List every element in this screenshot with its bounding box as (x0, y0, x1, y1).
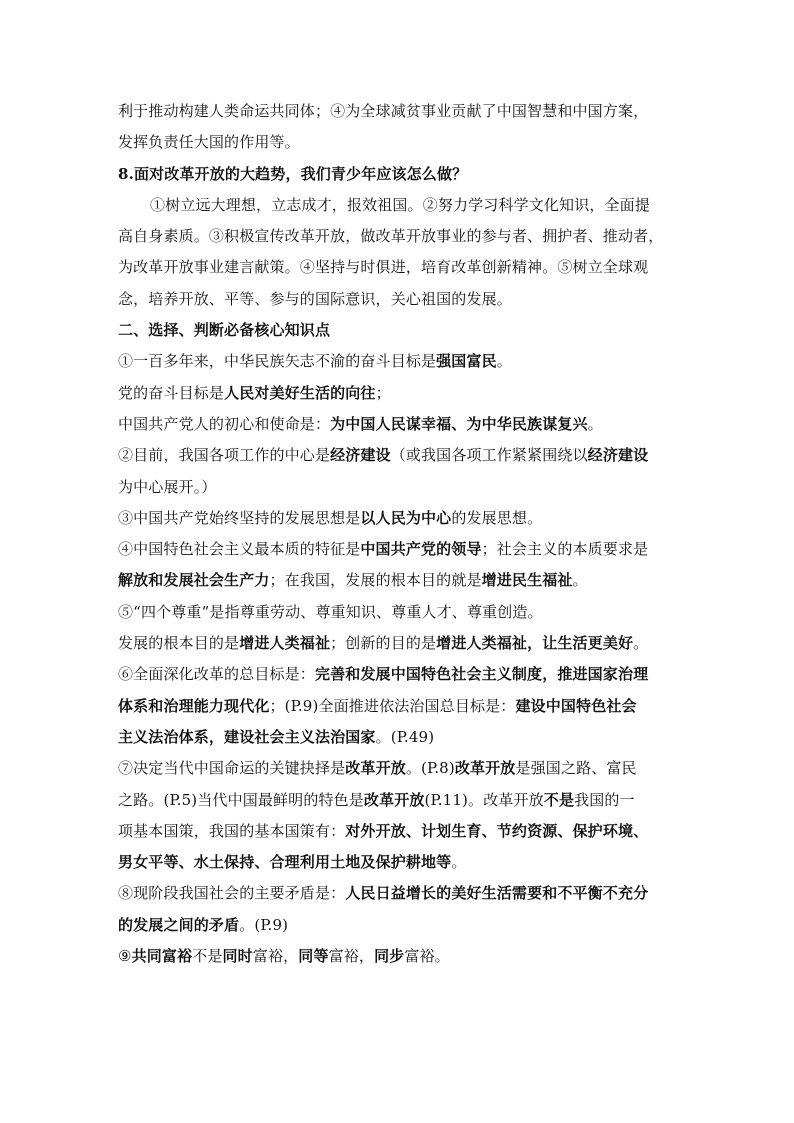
document-page (118, 96, 683, 972)
point-8-keyword: 人民日益增长的美好生活需要和不平衡不充分 (345, 884, 649, 903)
point-6-line-3 (118, 722, 683, 753)
point-7-text: 我国的一 (574, 790, 635, 809)
point-7-text: ⑦决定当代中国命运的关键抉择是 (118, 759, 346, 778)
point-4-text: ；社会主义的本质要求是 (481, 540, 649, 559)
point-6-line-1 (118, 659, 683, 690)
point-5-keyword: 增进人类福祉，让生活更美好 (436, 634, 634, 653)
point-5-line-2 (118, 628, 683, 659)
continued-text-line-1: 利于推动构建人类命运共同体；④为全球减贫事业贡献了中国智慧和中国方案， (118, 102, 649, 120)
answer-8-line-2: 高自身素质。③积极宣传改革开放，做改革开放事业的参与者、拥护者、推动者， (118, 227, 664, 246)
point-9-text: 富裕， (252, 947, 299, 966)
point-1-line-2 (118, 378, 683, 409)
punct: 。 (572, 571, 588, 590)
point-5-keyword: 增进人类福祉 (239, 634, 331, 653)
punct: 。 (633, 634, 649, 653)
point-9-keyword: 共同富裕 (131, 947, 193, 966)
point-9-text: 不是 (192, 947, 223, 966)
point-4-text: ④中国特色社会主义最本质的特征是 (118, 540, 361, 559)
point-3-line-1 (118, 503, 683, 534)
point-4-line-1 (118, 534, 683, 565)
point-7-text: 项基本国策，我国的基本国策有： (118, 821, 346, 840)
question-8-title: 8.面对改革开放的大趋势，我们青少年应该怎么做？ (118, 164, 468, 183)
point-9-text: 富裕。 (404, 947, 450, 966)
point-7-text: 之路。(P.5)当代中国最鲜明的特色是 (118, 790, 364, 809)
point-4-text: ；在我国，发展的根本目的就是 (269, 571, 482, 590)
point-7-line-3 (118, 816, 683, 847)
point-1-keyword: 为中国人民谋幸福、为中华民族谋复兴 (330, 414, 588, 433)
point-1-keyword: 强国富民 (436, 352, 497, 371)
point-4-keyword: 解放和发展社会生产力 (118, 571, 270, 590)
point-4-keyword: 中国共产党的领导 (360, 540, 482, 559)
point-9-text: 富裕， (328, 947, 375, 966)
point-9-text: ⑨ (118, 947, 132, 966)
point-7-keyword: 不是 (543, 790, 575, 809)
answer-8-line-4: 念，培养开放、平等、参与的国际意识，关心祖国的发展。 (118, 289, 512, 308)
punct: 。 (587, 414, 603, 433)
point-2-keyword: 经济建设 (330, 446, 391, 465)
point-6-keyword: 主义法治体系，建设社会主义法治国家 (118, 727, 376, 746)
point-7-line-2 (118, 785, 683, 816)
point-3-text: 的发展思想。 (451, 508, 543, 527)
point-3-text: ③中国共产党始终坚持的发展思想是 (118, 508, 361, 527)
point-1-keyword: 人民对美好生活的向往 (224, 383, 376, 402)
point-7-text: 。(P.8) (405, 759, 455, 778)
point-2-text: ②目前，我国各项工作的中心是 (118, 446, 331, 465)
point-9-keyword: 同等 (298, 947, 329, 966)
continued-text-line-2: 发挥负责任大国的作用等。 (118, 133, 300, 152)
point-7-keyword: 改革开放 (454, 759, 516, 778)
point-8-text: ⑧现阶段我国社会的主要矛盾是： (118, 884, 346, 903)
punct: 。 (496, 352, 512, 371)
point-8-text: 。(P.9) (239, 915, 289, 934)
point-2-line-1 (118, 440, 683, 471)
point-5-text: 发展的根本目的是 (118, 634, 240, 653)
point-3-keyword: 以人民为中心 (360, 508, 452, 527)
point-6-text: 。(P.49) (375, 727, 435, 746)
point-9-keyword: 同步 (374, 947, 405, 966)
point-9-line-1 (118, 941, 683, 972)
point-2-text: （或我国各项工作紧紧围绕以 (390, 446, 588, 465)
point-2-line-2: 为中心展开。） (118, 477, 217, 496)
point-1-line-3 (118, 409, 683, 440)
point-6-keyword: 完善和发展中国特色社会主义制度，推进国家治理 (314, 665, 649, 684)
point-1-line-1 (118, 346, 683, 377)
point-8-keyword: 的发展之间的矛盾 (118, 915, 240, 934)
point-7-line-1 (118, 753, 683, 784)
answer-8-line-1: ①树立远大理想，立志成才，报效祖国。②努力学习科学文化知识，全面提 (150, 195, 650, 214)
section-2-heading: 二、选择、判断必备核心知识点 (118, 321, 331, 340)
point-7-keyword: 改革开放 (363, 790, 425, 809)
point-4-line-2 (118, 565, 683, 596)
point-7-line-4 (118, 847, 683, 878)
answer-8-line-3: 为改革开放事业建言献策。④坚持与时俱进，培育改革创新精神。⑤树立全球观 (118, 258, 649, 277)
point-8-line-2 (118, 910, 683, 941)
punct: 。 (451, 853, 467, 872)
point-6-keyword: 体系和治理能力现代化 (118, 696, 270, 715)
point-1-text: ①一百多年来，中华民族矢志不渝的奋斗目标是 (118, 352, 437, 371)
point-6-line-2 (118, 691, 683, 722)
point-2-keyword: 经济建设 (587, 446, 649, 465)
point-7-text: (P.11)。改革开放 (424, 790, 544, 809)
point-7-keyword: 改革开放 (345, 759, 406, 778)
point-9-keyword: 同时 (222, 947, 253, 966)
point-6-keyword: 建设中国特色社会 (515, 696, 637, 715)
point-7-keyword: 男女平等、水土保持、合理利用土地及保护耕地等 (118, 853, 452, 872)
point-6-text: ⑥全面深化改革的总目标是： (118, 665, 315, 684)
point-5-line-1: ⑤“四个尊重”是指尊重劳动、尊重知识、尊重人才、尊重创造。 (118, 602, 543, 621)
point-1-text: 党的奋斗目标是 (118, 383, 225, 402)
punct: ； (375, 383, 391, 402)
point-1-text: 中国共产党人的初心和使命是： (118, 414, 331, 433)
point-4-keyword: 增进民生福祉 (481, 571, 573, 590)
point-5-text: ；创新的目的是 (330, 634, 437, 653)
point-6-text: ；(P.9)全面推进依法治国总目标是： (269, 696, 516, 715)
point-7-text: 是强国之路、富民 (515, 759, 637, 778)
point-8-line-1 (118, 878, 683, 909)
point-7-keyword: 对外开放、计划生育、节约资源、保护环境、 (345, 821, 649, 840)
